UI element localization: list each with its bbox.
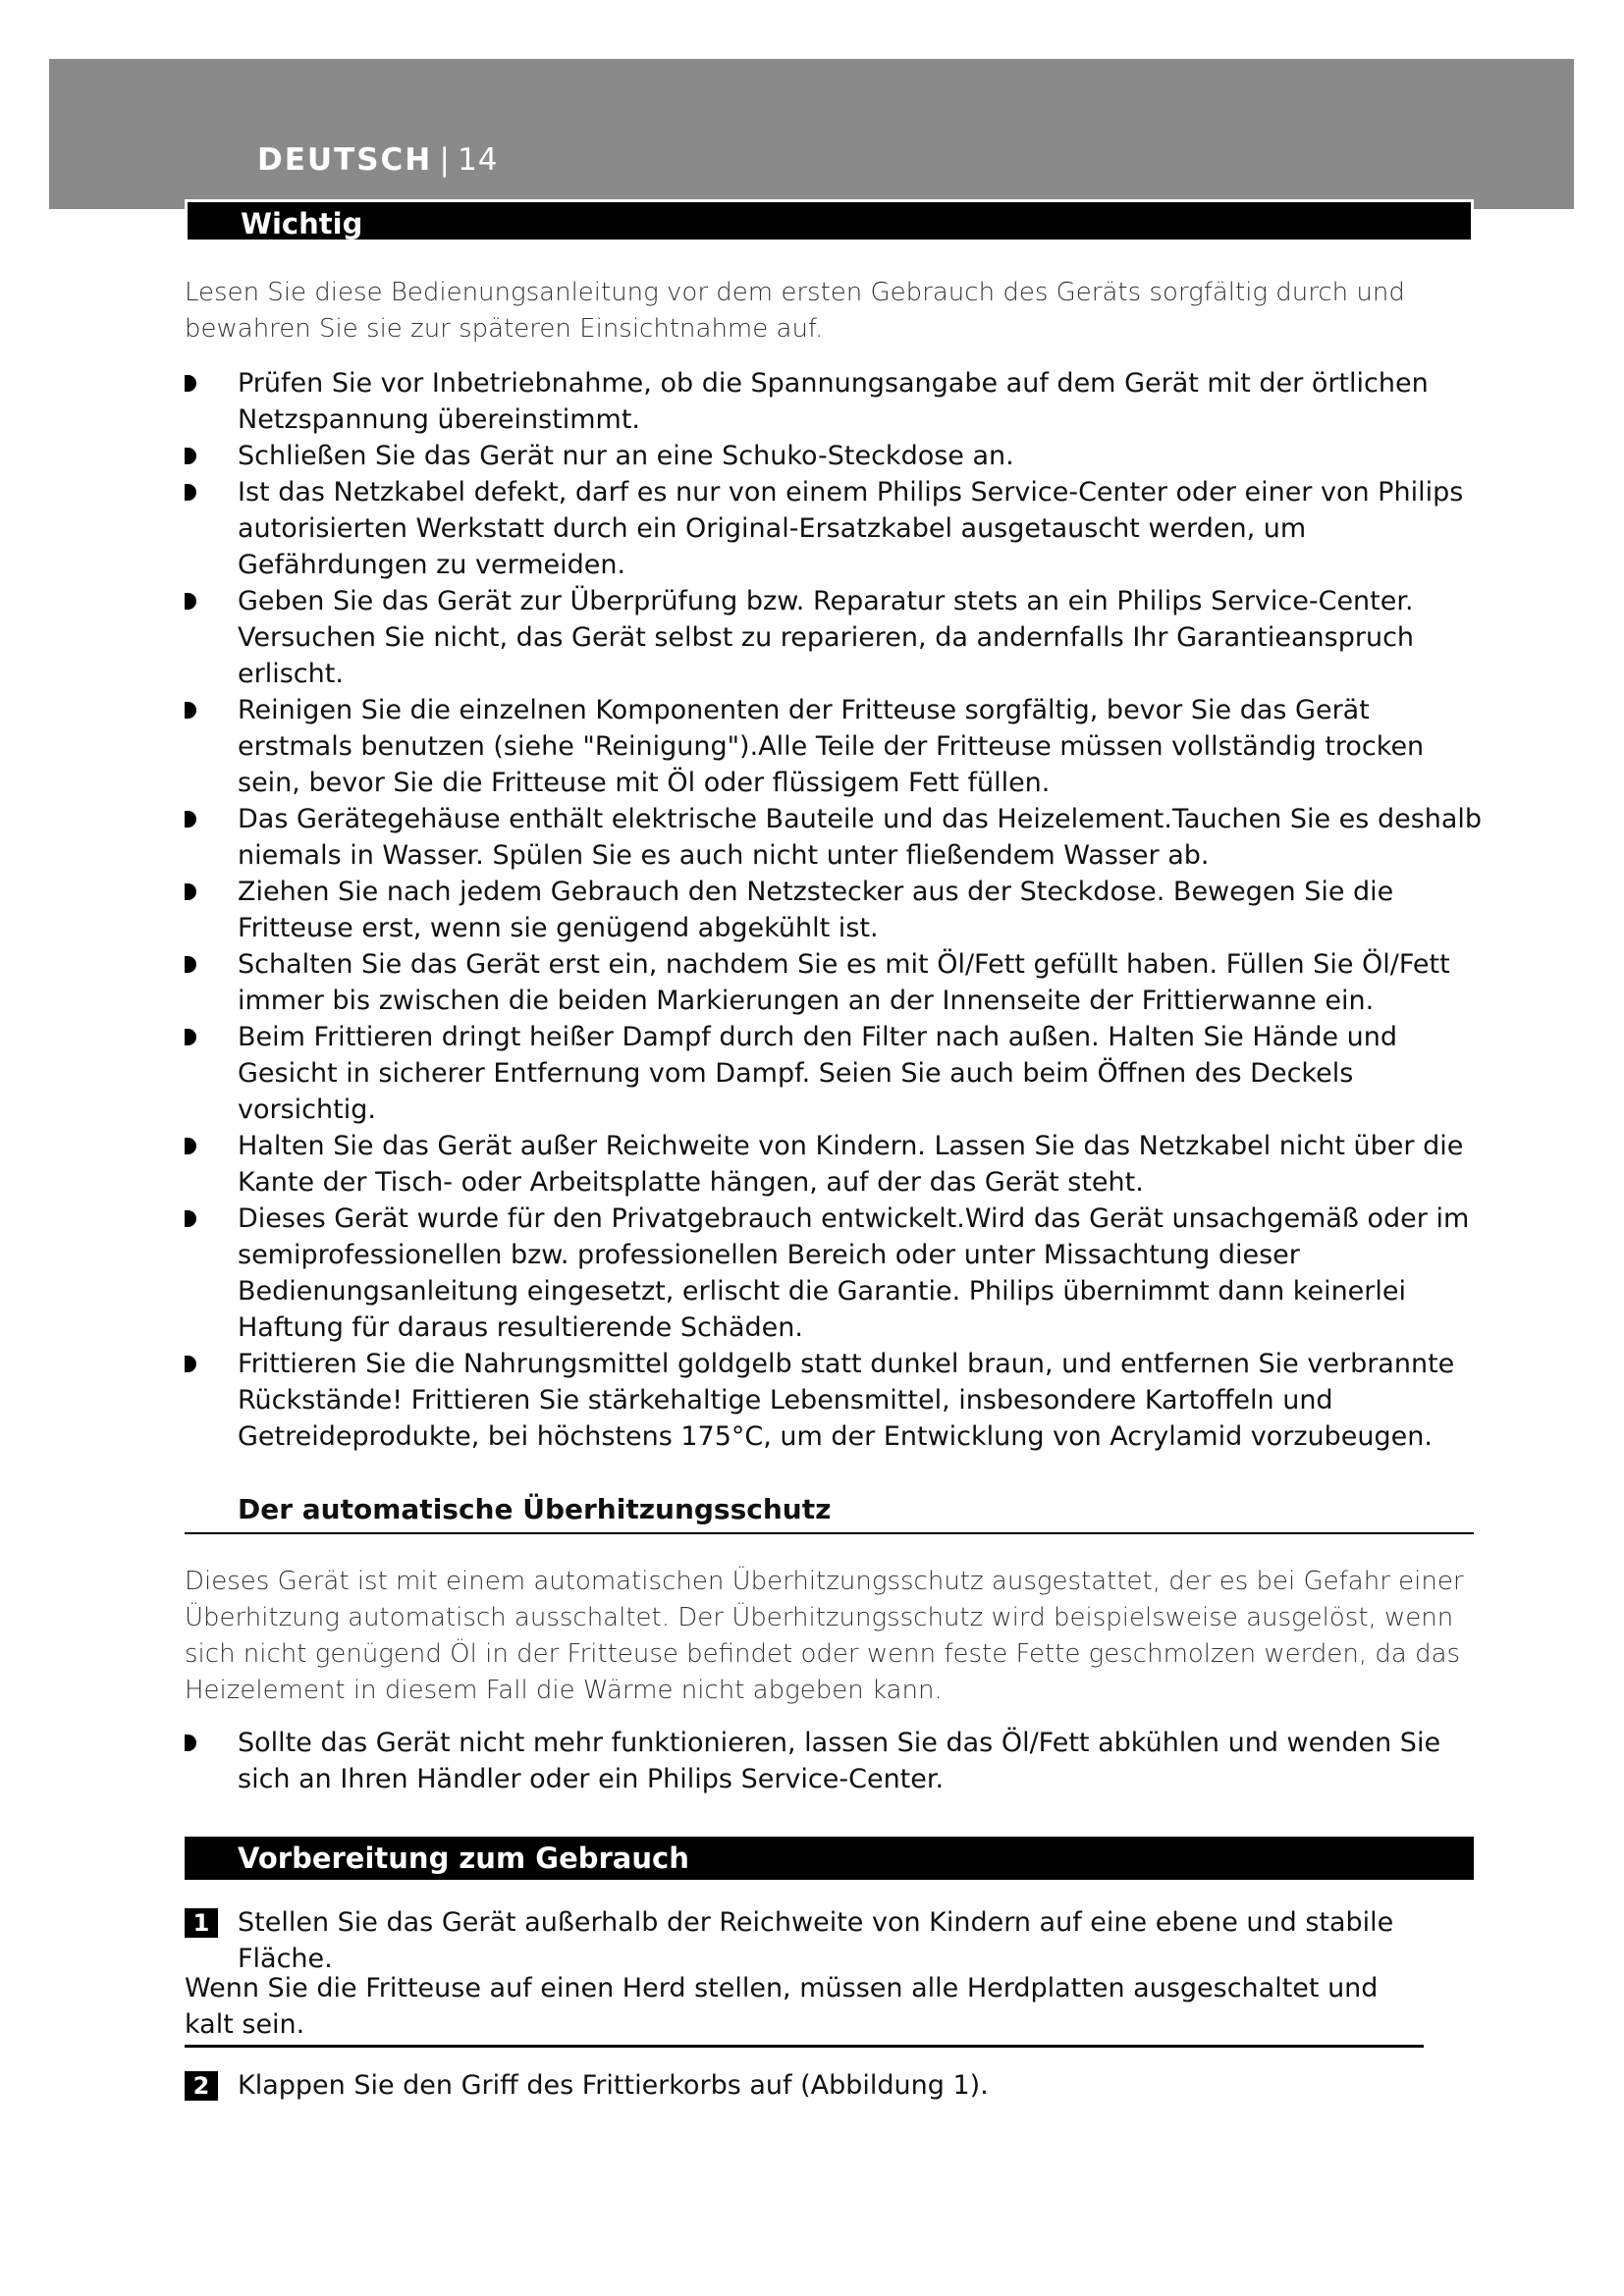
list-item: Sollte das Gerät nicht mehr funktionieren, lassen Sie das Öl/Fett abkühlen und wenden Sie sich an Ihren Händler oder ein Philips Service-Center. (185, 1725, 1490, 1797)
step-number-badge: 2 (185, 2071, 218, 2101)
language-label: DEUTSCH (257, 142, 433, 178)
overheat-bullet-list (185, 1725, 1490, 1797)
prep-step-2 (185, 2067, 1490, 2104)
page-number: | 14 (432, 142, 499, 178)
list-item: Ziehen Sie nach jedem Gebrauch den Netzstecker aus der Steckdose. Bewegen Sie die Fritteuse erst, wenn sie genügend abgekühlt ist. (185, 874, 1490, 946)
header-band (49, 59, 1574, 209)
list-item: Geben Sie das Gerät zur Überprüfung bzw. Reparatur stets an ein Philips Service-Center. Versuchen Sie nicht, das Gerät selbst zu reparieren, da andernfalls Ihr Garantieanspruch erlischt. (185, 583, 1490, 692)
note-stove: Wenn Sie die Fritteuse auf einen Herd stellen, müssen alle Herdplatten ausgeschaltet und kalt sein. (185, 1970, 1424, 2048)
step-text: Stellen Sie das Gerät außerhalb der Reichweite von Kindern auf eine ebene und stabile Fläche. (238, 1907, 1394, 1974)
list-item: Schließen Sie das Gerät nur an eine Schuko-Steckdose an. (185, 438, 1490, 474)
language-header (257, 142, 499, 178)
list-item: Das Gerätegehäuse enthält elektrische Bauteile und das Heizelement.Tauchen Sie es deshalb niemals in Wasser. Spülen Sie es auch nicht unter fließendem Wasser ab. (185, 801, 1490, 874)
section-title-wichtig: Wichtig (185, 199, 1474, 242)
list-item: Frittieren Sie die Nahrungsmittel goldgelb statt dunkel braun, und entfernen Sie verbrannte Rückstände! Frittieren Sie stärkehaltige Lebensmittel, insbesondere Kartoffeln und Getreideprodukte, bei höchstens 175°C, um der Entwicklung von Acrylamid vorzubeugen. (185, 1346, 1490, 1455)
list-item: Prüfen Sie vor Inbetriebnahme, ob die Spannungsangabe auf dem Gerät mit der örtlichen Netzspannung übereinstimmt. (185, 365, 1490, 438)
overheat-paragraph: Dieses Gerät ist mit einem automatischen Überhitzungsschutz ausgestattet, der es bei Gefahr einer Überhitzung automatisch ausschaltet. Der Überhitzungsschutz wird beispielsweise ausgelöst, wenn sich nicht genügend Öl in der Fritteuse befindet oder wenn feste Fette geschmolzen werden, da das Heizelement in diesem Fall die Wärme nicht abgeben kann. (185, 1567, 1464, 1705)
list-item: Beim Frittieren dringt heißer Dampf durch den Filter nach außen. Halten Sie Hände und Gesicht in sicherer Entfernung vom Dampf. Seien Sie auch beim Öffnen des Deckels vorsichtig. (185, 1019, 1490, 1128)
step-number-badge: 1 (185, 1908, 218, 1938)
list-item: Dieses Gerät wurde für den Privatgebrauch entwickelt.Wird das Gerät unsachgemäß oder im semiprofessionellen bzw. professionellen Bereich oder unter Missachtung dieser Bedienungsanleitung eingesetzt, erlischt die Garantie. Philips übernimmt dann keinerlei Haftung für daraus resultierende Schäden. (185, 1201, 1490, 1346)
list-item: Ist das Netzkabel defekt, darf es nur von einem Philips Service-Center oder einer von Philips autorisierten Werkstatt durch ein Original-Ersatzkabel ausgetauscht werden, um Gefährdungen zu vermeiden. (185, 474, 1490, 583)
step-item (185, 1904, 1490, 1977)
prep-step-1 (185, 1904, 1490, 1977)
list-item: Halten Sie das Gerät außer Reichweite von Kindern. Lassen Sie das Netzkabel nicht über die Kante der Tisch- oder Arbeitsplatte hängen, auf der das Gerät steht. (185, 1128, 1490, 1201)
step-text: Klappen Sie den Griff des Frittierkorbs auf (Abbildung 1). (238, 2070, 989, 2101)
intro-paragraph: Lesen Sie diese Bedienungsanleitung vor dem ersten Gebrauch des Geräts sorgfältig durch und bewahren Sie sie zur späteren Einsichtnahme auf. (185, 278, 1405, 344)
step-item (185, 2067, 1490, 2104)
list-item: Reinigen Sie die einzelnen Komponenten der Fritteuse sorgfältig, bevor Sie das Gerät erstmals benutzen (siehe "Reinigung").Alle Teile der Fritteuse müssen vollständig trocken sein, bevor Sie die Fritteuse mit Öl oder flüssigem Fett füllen. (185, 692, 1490, 801)
subheading-overheat-protection: Der automatische Überhitzungsschutz (185, 1489, 1474, 1534)
list-item: Schalten Sie das Gerät erst ein, nachdem Sie es mit Öl/Fett gefüllt haben. Füllen Sie Öl/Fett immer bis zwischen die beiden Markierungen an der Innenseite der Frittierwanne ein. (185, 946, 1490, 1019)
section-title-vorbereitung: Vorbereitung zum Gebrauch (185, 1837, 1474, 1880)
safety-bullet-list (185, 365, 1490, 1455)
